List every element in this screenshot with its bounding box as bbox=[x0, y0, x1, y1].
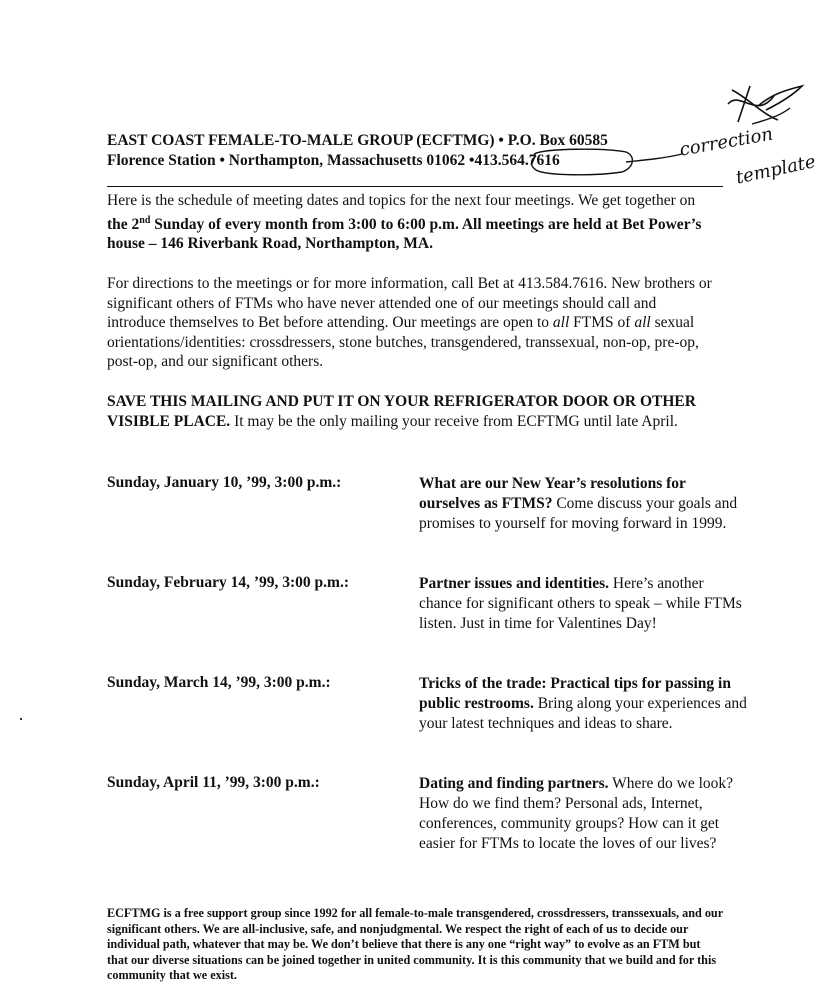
meeting-topic-title: Dating and finding partners. bbox=[419, 775, 609, 792]
directions-emphasis-2: all bbox=[634, 314, 651, 331]
meeting-topic-title: What are our New Year’s resolutions for ourselves as FTMS? bbox=[419, 475, 686, 512]
intro-superscript: nd bbox=[139, 214, 151, 226]
meeting-topic-description: Bring along your experiences and your latest techniques and ideas to share. bbox=[419, 695, 747, 732]
meeting-date: Sunday, January 10, ’99, 3:00 p.m.: bbox=[107, 474, 342, 491]
meeting-date: Sunday, March 14, ’99, 3:00 p.m.: bbox=[107, 674, 331, 691]
save-notice-text: It may be the only mailing your receive from ECFTMG until late April. bbox=[230, 412, 678, 430]
directions-text: For directions to the meetings or for more information, call Bet at 413.584.7616. New brothers or significant others of FTMs who have never attended one of our meetings should call and introduce themselves to Bet before attending. Our meetings are open to bbox=[107, 275, 712, 331]
intro-text: Here is the schedule of meeting dates and topics for the next four meetings. We get together on bbox=[107, 192, 696, 209]
header-divider bbox=[107, 186, 723, 187]
meeting-topic-description: Come discuss your goals and promises to yourself for moving forward in 1999. bbox=[419, 495, 738, 532]
intro-bold-ordinal: the 2 bbox=[107, 215, 140, 233]
meeting-topic-title: Tricks of the trade: Practical tips for passing in public restrooms. bbox=[419, 675, 731, 712]
header-address: Florence Station • Northampton, Massachusetts 01062 • bbox=[107, 152, 475, 169]
meeting-topic-description: Where do we look? How do we find them? Personal ads, Internet, conferences, community groups? How can it get easier for FTMs to locate the loves of our lives? bbox=[419, 775, 734, 852]
save-notice-bold: SAVE THIS MAILING AND PUT IT ON YOUR REFRIGERATOR DOOR OR OTHER VISIBLE PLACE. bbox=[107, 393, 696, 430]
save-notice-paragraph bbox=[107, 392, 717, 431]
handwritten-correction-note: correction bbox=[678, 123, 775, 161]
handwritten-asterisk-icon bbox=[722, 80, 822, 130]
meeting-topic bbox=[419, 574, 749, 634]
header-line-2 bbox=[107, 151, 560, 171]
margin-mark bbox=[20, 718, 22, 720]
handwritten-circle-icon bbox=[526, 146, 686, 178]
directions-paragraph bbox=[107, 274, 717, 372]
directions-text-2: FTMS of bbox=[569, 314, 635, 331]
meeting-topic-title: Partner issues and identities. bbox=[419, 575, 610, 592]
handwritten-template-note: template bbox=[734, 151, 818, 189]
header-line-1: EAST COAST FEMALE-TO-MALE GROUP (ECFTMG) • P.O. Box 60585 bbox=[107, 132, 608, 149]
directions-emphasis-1: all bbox=[552, 314, 570, 331]
header-phone: 413.564.7616 bbox=[474, 152, 560, 169]
intro-bold-schedule: Sunday of every month from 3:00 to 6:00 p.m. All meetings are held at Bet Power’s house – 146 Riverbank Road, Northampton, MA. bbox=[107, 215, 702, 253]
meeting-topic-description: Here’s another chance for significant others to speak – while FTMs listen. Just in time for Valentines Day! bbox=[419, 575, 742, 632]
directions-text-3: sexual orientations/identities: crossdressers, stone butches, transgendered, transsexual, non-op, pre-op, post-op, and our significant others. bbox=[107, 314, 699, 370]
meeting-date: Sunday, February 14, ’99, 3:00 p.m.: bbox=[107, 574, 349, 591]
footer-paragraph: ECFTMG is a free support group since 1992 for all female-to-male transgendered, crossdressers, transsexuals, and our significant others. We are all-inclusive, safe, and nonjudgmental. We respect the right of each of us to decide our individual path, whatever that may be. We don’t believe that there is any one “right way” to evolve as an FTM but that our diverse situations can be joined together in united community. It is this community that we build and for this community that we exist. bbox=[107, 906, 723, 983]
intro-paragraph bbox=[107, 191, 717, 254]
meeting-date: Sunday, April 11, ’99, 3:00 p.m.: bbox=[107, 774, 320, 791]
meeting-topic bbox=[419, 674, 749, 734]
meeting-topic bbox=[419, 474, 749, 534]
meeting-topic bbox=[419, 774, 749, 854]
